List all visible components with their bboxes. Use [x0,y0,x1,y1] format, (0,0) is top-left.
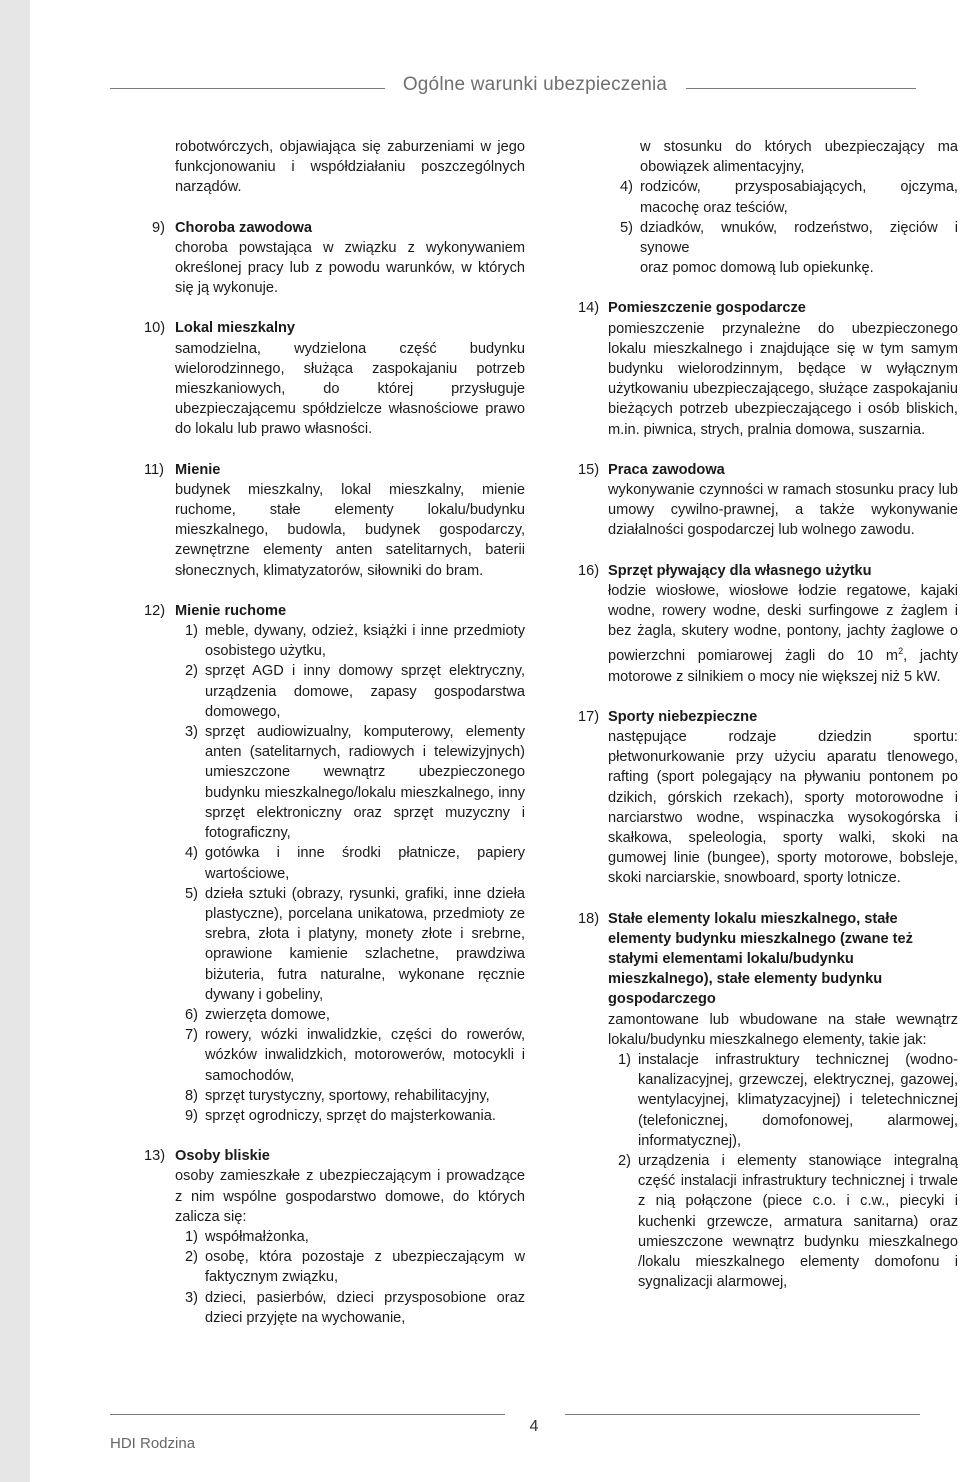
entry-title: Praca zawodowa [608,461,725,478]
list-item [185,843,525,883]
entry-15 [578,460,958,541]
list-item-text: sprzęt AGD i inny domowy sprzęt elektryczny, urządzenia domowe, zapasy gospodarstwa domowego, [205,663,525,720]
entry-title: Sprzęt pływający dla własnego użytku [608,562,872,579]
intro-paragraph: robotwórczych, objawiająca się zaburzeniami w jego funkcjonowaniu i współdziałaniu poszczególnych narządów. [175,139,525,196]
entry-17 [578,707,958,889]
entry-16 [578,561,958,687]
fixed-elements-list [608,1050,958,1292]
entry-text: samodzielna, wydzielona część budynku wielorodzinnego, służąca zaspokajaniu potrzeb mieszkaniowych, do której przysługuje ubezpieczającemu spółdzielcze własnościowe prawo do lokalu lub prawo własności. [175,340,525,438]
list-item-text: instalacje infrastruktury technicznej (wodno-kanalizacyjnej, grzewczej, elektrycznej, gazowej, wentylacyjnej, klimatyzacyjnej) i teletechnicznej (telefonicznej, domofonowej, alarmowej, informatycznej), [638,1051,958,1149]
movable-property-list [175,621,525,1126]
list-item-number: 1) [618,1051,631,1068]
list-item [185,1005,525,1025]
entry-number: 12) [144,602,166,619]
entry-text: pomieszczenie przynależne do ubezpieczonego lokalu mieszkalnego i znajdujące się w tym samym budynku wielorodzinnym, będące w wyłącznym użytkowaniu ubezpieczającego, służące zaspokajaniu bieżących potrzeb ubezpieczającego i osób bliskich, m.in. piwnica, strych, pralnia domowa, suszarnia. [608,320,958,438]
list-item-text: osobę, która pozostaje z ubezpieczającym w faktycznym związku, [205,1249,525,1286]
list-item-number: 1) [185,1228,198,1245]
entry-14 [578,298,958,439]
list-item [185,1106,525,1126]
list-item-number: 4) [620,179,633,196]
list-item-number: 5) [620,219,633,236]
list-item [185,661,525,722]
entry-text-part: , jachty motorowe z silnikiem o mocy nie większej niż 5 kW. [608,648,959,685]
footer-brand: HDI Rodzina [110,1435,196,1452]
entry-18 [578,909,958,1293]
list-item [185,1025,525,1086]
entry-title: Sporty niebezpieczne [608,708,758,725]
list-item [185,1227,525,1247]
list-item-text: zwierzęta domowe, [205,1006,330,1023]
entry-number: 9) [152,219,165,236]
entry-title: Osoby bliskie [175,1148,270,1165]
entry-text: choroba powstająca w związku z wykonywaniem określonej pracy lub z powodu warunków, w których się ją wykonuje. [175,239,525,297]
list-item-number: 3) [185,724,198,741]
entry-title: Mienie [175,461,221,478]
entry-title: Pomieszczenie gospodarcze [608,300,806,317]
entry-number: 15) [578,461,600,478]
entry-13 [110,1146,525,1328]
entry-title: Choroba zawodowa [175,219,313,236]
list-item-text: dzieła sztuki (obrazy, rysunki, grafiki, inne dzieła plastyczne), porcelana unikatowa, przedmioty ze srebra, złota i platyny, monety złote i srebrne, oprawione kamienie szlachetne, prawdziwa biżuteria, futra naturalne, wykonane ręcznie dywany i gobeliny, [205,885,525,1003]
list-item-text: rodziców, przysposabiających, ojczyma, macochę oraz teściów, [640,179,958,216]
entry-number: 17) [578,708,600,725]
footer-rule-left [110,1414,505,1415]
right-column [578,137,958,1292]
continuation-text: w stosunku do których ubezpieczający ma obowiązek alimentacyjny, [640,139,958,176]
entry-number: 16) [578,562,600,579]
superscript: 2 [898,646,904,657]
list-item-number: 1) [185,623,198,640]
list-item-number: 7) [185,1027,198,1044]
list-item-text: urządzenia i elementy stanowiące integralną część instalacji infrastruktury technicznej i trwale z nią połączone (piece c.o. i c.w., piecyki i kuchenki grzewcze, armatura sanitarna) oraz umieszczone wewnątrz budynku mieszkalnego /lokalu mieszkalnego elementy domofonu i sygnalizacji alarmowej, [638,1153,958,1291]
list-item-text: współmałżonka, [205,1228,309,1245]
list-item [185,1247,525,1287]
list-item-text: sprzęt turystyczny, sportowy, rehabilitacyjny, [205,1087,490,1104]
entry-text: wykonywanie czynności w ramach stosunku pracy lub umowy cywilno-prawnej, a także wykonywanie działalności gospodarczej lub wolnego zawodu. [608,482,958,539]
entry-number: 14) [578,300,600,317]
entry-13-continuation [578,137,958,278]
entry-12 [110,601,525,1126]
continuation-list [620,177,958,258]
list-item-number: 3) [185,1289,198,1306]
list-item-number: 4) [185,845,198,862]
entry-number: 10) [144,320,166,337]
close-persons-list [175,1227,525,1328]
list-item-text: dziadków, wnuków, rodzeństwo, zięciów i synowe [640,219,958,257]
entry-number: 18) [578,910,600,927]
entry-11 [110,460,525,581]
list-item [185,722,525,843]
entry-10 [110,318,525,439]
entry-9 [110,218,525,299]
list-item-text: meble, dywany, odzież, książki i inne przedmioty osobistego użytku, [205,623,525,660]
list-item-text: rowery, wózki inwalidzkie, części do rowerów, wózków inwalidzkich, motorowerów, motocykli i samochodów, [205,1027,525,1084]
page-side-strip [0,0,30,1482]
footer-rule-right [565,1414,920,1415]
list-item-number: 9) [185,1107,198,1124]
list-item [185,621,525,661]
entry-text [608,581,958,687]
entry-text: zamontowane lub wbudowane na stałe wewnątrz lokalu/budynku mieszkalnego elementy, takie jak: [608,1011,958,1048]
list-item-number: 2) [185,663,198,680]
entry-title: Lokal mieszkalny [175,320,296,337]
list-item [620,177,958,217]
list-item-text: dzieci, pasierbów, dzieci przysposobione oraz dzieci przyjęte na wychowanie, [205,1289,525,1326]
list-item [185,884,525,1005]
list-item [185,1086,525,1106]
list-item [620,218,958,258]
list-item-number: 2) [618,1153,631,1169]
list-item-text: sprzęt ogrodniczy, sprzęt do majsterkowania. [205,1107,496,1124]
list-item-text: gotówka i inne środki płatnicze, papiery wartościowe, [205,845,525,882]
header-title: Ogólne warunki ubezpieczenia [402,74,668,95]
entry-number: 13) [144,1148,166,1165]
list-item [618,1151,958,1292]
list-item-number: 5) [185,885,198,902]
list-item-number: 2) [185,1249,198,1266]
entry-number: 11) [144,461,165,478]
list-item-text: sprzęt audiowizualny, komputerowy, elementy anten (satelitarnych, radiowych i telewizyjnych) umieszczone wewnątrz ubezpieczonego budynku mieszkalnego/lokalu mieszkalnego, inny sprzęt elektroniczny oraz sprzęt muzyczny i fotograficzny, [205,724,525,842]
continuation-tail: oraz pomoc domową lub opiekunkę. [640,260,874,277]
left-column [110,137,525,1328]
list-item-number: 6) [185,1006,198,1023]
header-rule-left [110,88,385,89]
entry-title: Stałe elementy lokalu mieszkalnego, stałe elementy budynku mieszkalnego (zwane też stałymi elementami lokalu/budynku mieszkalnego), stałe elementy budynku gospodarczego [608,910,913,1008]
entry-text: osoby zamieszkałe z ubezpieczającym i prowadzące z nim wspólne gospodarstwo domowe, do których zalicza się: [175,1168,525,1225]
page-number: 4 [529,1418,539,1435]
entry-text-part: łodzie wiosłowe, wiosłowe łodzie regatowe, kajaki wodne, rowery wodne, deski surfingowe z żaglem i bez żagla, skutery wodne, pontony, jachty żaglowe o powierzchni pomiarowej żagli do 10 m [608,582,958,665]
header-rule-right [686,88,916,89]
entry-text: budynek mieszkalny, lokal mieszkalny, mienie ruchome, stałe elementy lokalu/budynku mieszkalnego, budowla, budynek gospodarczy, zewnętrzne elementy anten satelitarnych, baterii słonecznych, klimatyzatorów, siłowniki do bram. [175,481,525,579]
list-item-number: 8) [185,1087,198,1104]
entry-title: Mienie ruchome [175,602,287,619]
entry-text: następujące rodzaje dziedzin sportu: płetwonurkowanie przy użyciu aparatu tlenowego, rafting (sport polegający na pływaniu pontonem po dzikich, górskich rzekach), sporty motorowodne i narciarstwo wodne, wspinaczka wysokogórska i skałkowa, speleologia, sporty walki, skoki na gumowej linie (bungee), sporty motorowe, bobsleje, skoki narciarskie, snowboard, sporty lotnicze. [608,728,958,887]
list-item [185,1288,525,1328]
list-item [618,1050,958,1151]
